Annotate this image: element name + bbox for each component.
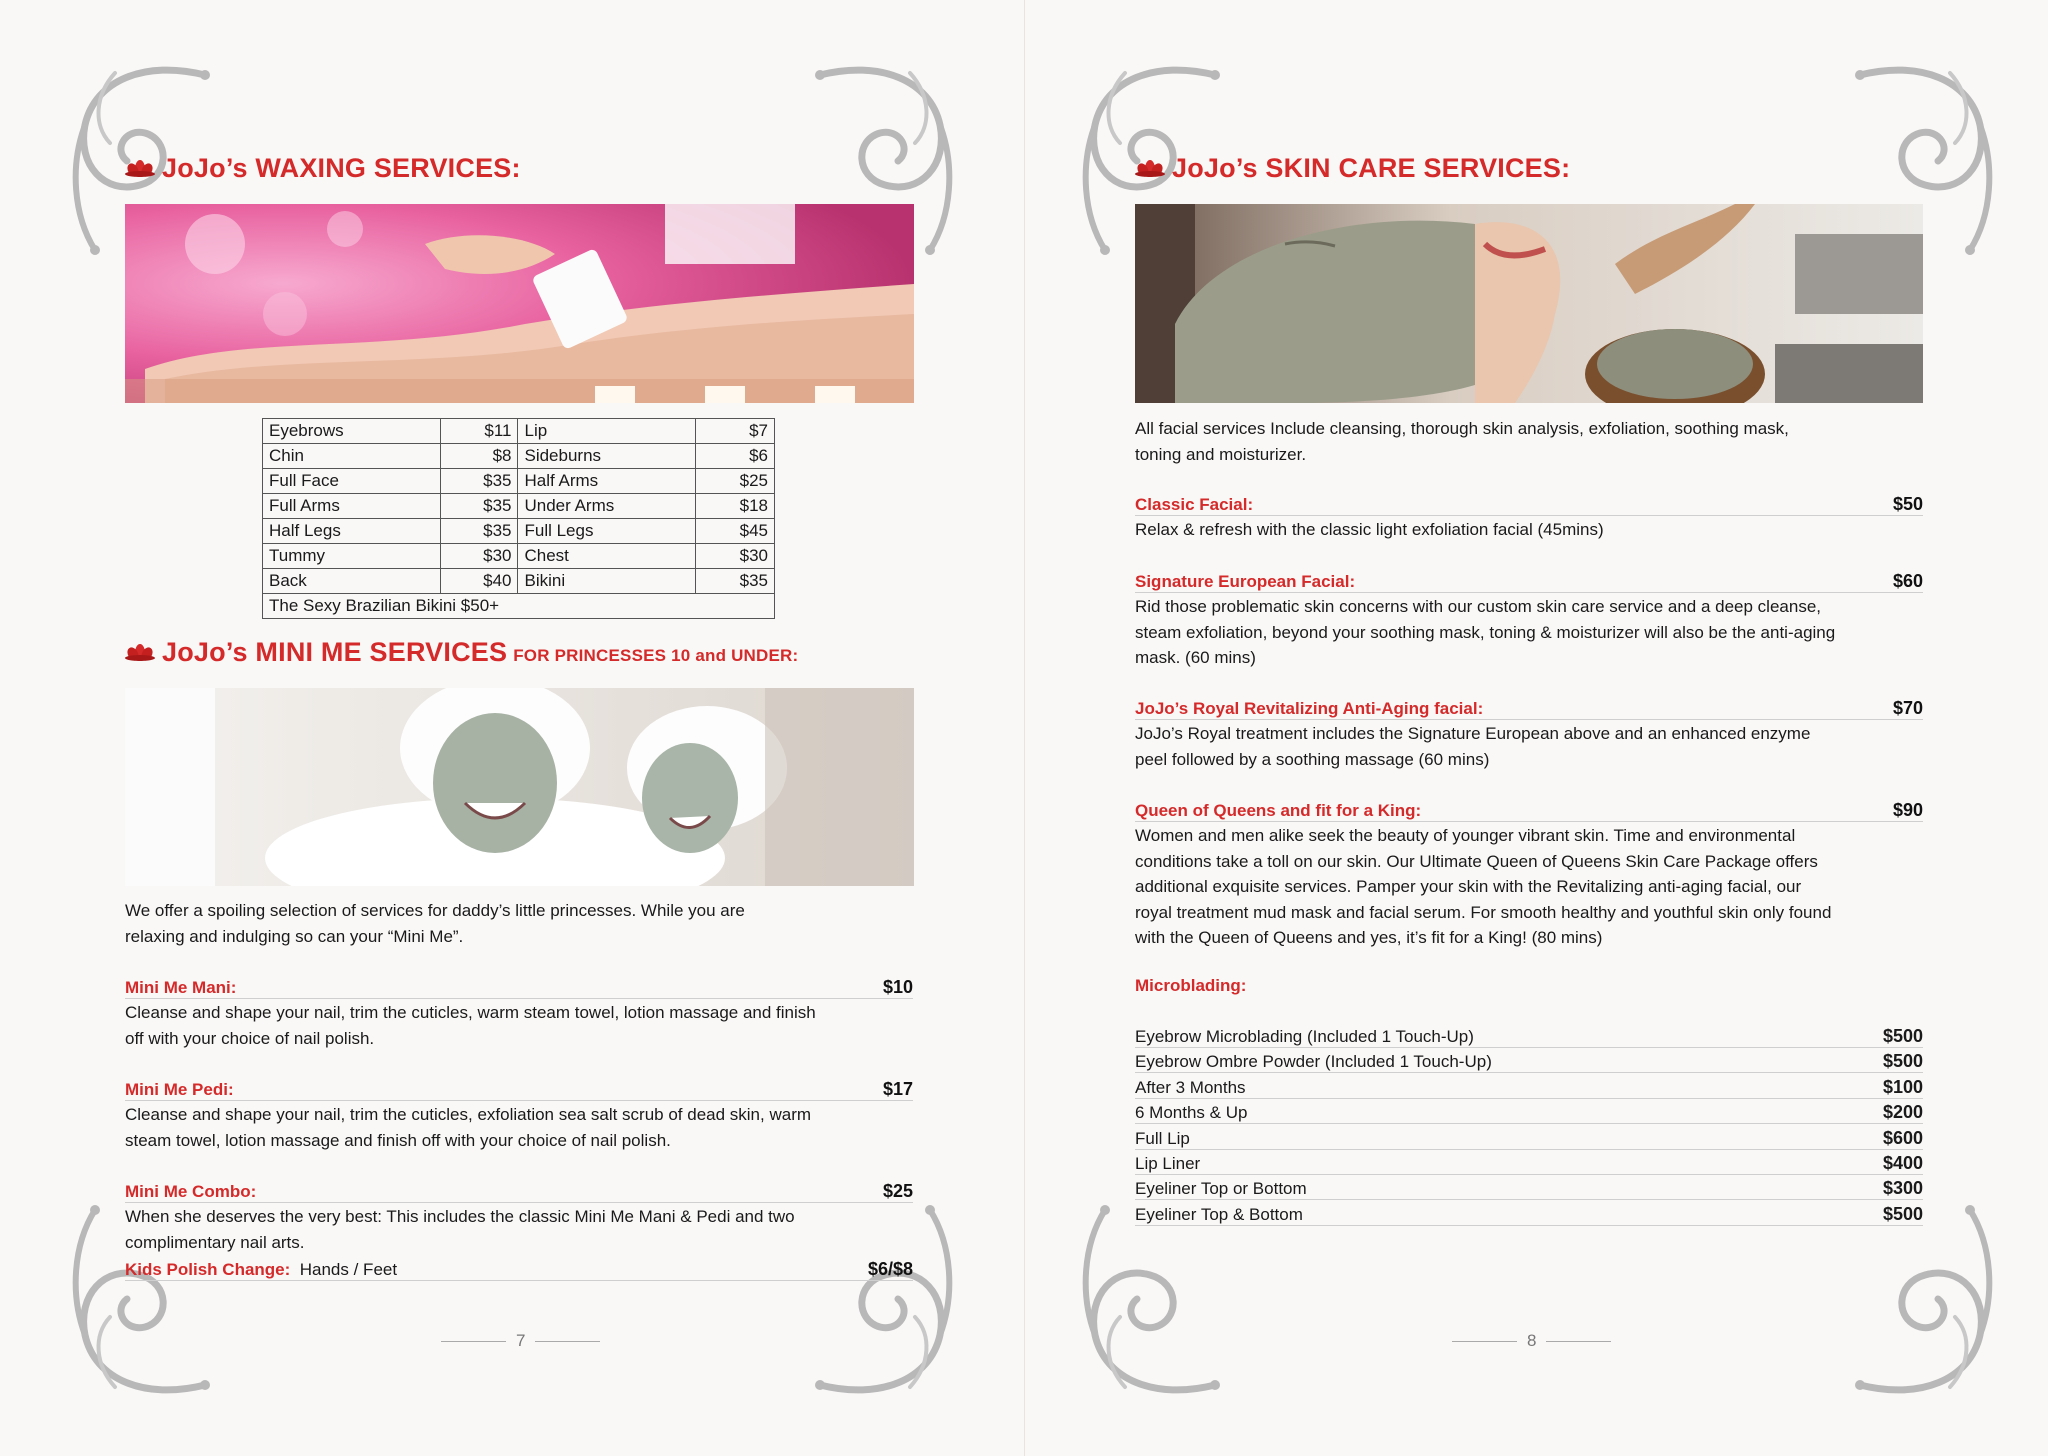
microblading-item-name: Eyebrow Microblading (Included 1 Touch-Up): [1135, 1027, 1474, 1046]
microblading-item-name: 6 Months & Up: [1135, 1103, 1248, 1123]
service-price: $10: [882, 977, 913, 997]
wax-price-cell: $11: [440, 419, 518, 444]
mini-me-pedi: [125, 1076, 913, 1153]
microblading-item: [1135, 1149, 1923, 1175]
wax-service-cell: Sideburns: [518, 444, 696, 469]
service-description: When she deserves the very best: This includes the classic Mini Me Mani & Pedi and two complimentary nail arts.: [125, 1207, 795, 1252]
service-name: Mini Me Combo:: [125, 1182, 257, 1201]
service-name: Queen of Queens and fit for a King:: [1135, 801, 1422, 820]
microblading-item: [1135, 1022, 1923, 1048]
kids-polish-detail: Hands / Feet: [299, 1260, 398, 1279]
microblading-title: Microblading:: [1135, 976, 1247, 995]
wax-row: [263, 469, 775, 494]
wax-service-cell: Full Legs: [518, 519, 696, 544]
wax-service-cell: Under Arms: [518, 494, 696, 519]
mini-me-title: JoJo’s MINI ME SERVICES: [162, 637, 508, 667]
microblading-item-name: After 3 Months: [1135, 1077, 1246, 1097]
wax-price-cell: $35: [440, 469, 518, 494]
service-description: JoJo’s Royal treatment includes the Signature European above and an enhanced enzyme peel followed by a soothing massage (60 mins): [1135, 724, 1811, 769]
queen-of-queens: [1135, 797, 1923, 951]
wax-service-cell: Full Arms: [263, 494, 441, 519]
wax-price-cell: $18: [696, 494, 775, 519]
wax-row: [263, 519, 775, 544]
skin-care-intro: All facial services Include cleansing, thorough skin analysis, exfoliation, soothing mask, toning and moisturizer.: [1135, 419, 1789, 464]
service-name: Signature European Facial:: [1135, 572, 1356, 591]
wax-price-cell: $35: [696, 569, 775, 594]
page-number-7: 7: [441, 1331, 600, 1351]
skin-care-title: JoJo’s SKIN CARE SERVICES:: [1172, 153, 1571, 183]
service-price: $50: [1892, 494, 1923, 514]
swirl-ornament-bottom-left: [1065, 1205, 1235, 1405]
wax-price-cell: $6: [696, 444, 775, 469]
wax-price-cell: $40: [440, 569, 518, 594]
wax-price-cell: $7: [696, 419, 775, 444]
wax-service-cell: Half Legs: [263, 519, 441, 544]
service-price: $60: [1892, 571, 1923, 591]
mini-me-subtitle: FOR PRINCESSES 10 and UNDER:: [513, 646, 799, 665]
service-price: $70: [1892, 698, 1923, 718]
microblading-item-name: Full Lip: [1135, 1128, 1190, 1148]
microblading-item-price: $200: [1882, 1102, 1923, 1123]
service-price: $90: [1892, 800, 1923, 820]
page-number-8: 8: [1452, 1331, 1611, 1351]
kids-polish-price: $6/$8: [867, 1259, 913, 1279]
microblading-item-price: $300: [1882, 1178, 1923, 1199]
wax-service-cell: Full Face: [263, 469, 441, 494]
wax-price-cell: $35: [440, 519, 518, 544]
wax-row: [263, 544, 775, 569]
lotus-icon: [124, 637, 156, 657]
wax-row: [263, 444, 775, 469]
wax-price-cell: $25: [696, 469, 775, 494]
microblading-item-name: Eyeliner Top & Bottom: [1135, 1204, 1303, 1224]
skin-care-photo: [1135, 204, 1923, 403]
microblading-item: [1135, 1174, 1923, 1200]
wax-price-cell: $30: [440, 544, 518, 569]
wax-price-cell: $8: [440, 444, 518, 469]
skin-care-heading: [1134, 153, 1570, 184]
microblading-item-price: $400: [1882, 1153, 1923, 1173]
waxing-title: JoJo’s WAXING SERVICES:: [162, 153, 521, 183]
service-name: Classic Facial:: [1135, 495, 1254, 514]
wax-row: [263, 494, 775, 519]
wax-service-cell: Back: [263, 569, 441, 594]
mini-me-intro: We offer a spoiling selection of services for daddy’s little princesses. While you are relaxing and indulging so can your “Mini Me”.: [125, 901, 745, 946]
service-name: Mini Me Mani:: [125, 978, 237, 997]
microblading-item-name: Eyebrow Ombre Powder (Included 1 Touch-Up): [1135, 1052, 1492, 1072]
wax-service-cell: Chin: [263, 444, 441, 469]
signature-european-facial: [1135, 568, 1923, 671]
swirl-ornament-bottom-right: [1840, 1205, 2010, 1405]
service-name: JoJo’s Royal Revitalizing Anti-Aging facial:: [1135, 699, 1484, 718]
mini-me-combo: [125, 1178, 913, 1255]
microblading-item-name: Eyeliner Top or Bottom: [1135, 1179, 1307, 1199]
wax-service-cell: Eyebrows: [263, 419, 441, 444]
classic-facial: [1135, 491, 1923, 543]
service-price: $25: [882, 1181, 913, 1201]
mini-me-photo: [125, 688, 914, 886]
lotus-icon: [124, 153, 156, 173]
service-description: Women and men alike seek the beauty of younger vibrant skin. Time and environmental conditions take a toll on our skin. Our Ultimate Queen of Queens Skin Care Package offers additional exquisite services. Pamper your skin with the Revitalizing anti-aging facial, our royal treatment mud mask and facial serum. For smooth healthy and youthful skin only found with the Queen of Queens and yes, it’s fit for a King! (80 mins): [1135, 826, 1832, 947]
wax-price-cell: $45: [696, 519, 775, 544]
mini-me-heading: [124, 637, 798, 668]
service-description: Relax & refresh with the classic light exfoliation facial (45mins): [1135, 520, 1604, 539]
waxing-photo: [125, 204, 914, 403]
microblading-item-price: $500: [1882, 1026, 1923, 1046]
service-description: Rid those problematic skin concerns with our custom skin care service and a deep cleanse, steam exfoliation, beyond your soothing mask, toning & moisturizer will also be the anti-aging mask. (60 mins): [1135, 597, 1836, 667]
wax-service-cell: Tummy: [263, 544, 441, 569]
brazilian-bikini-cell: The Sexy Brazilian Bikini $50+: [263, 594, 775, 619]
mini-me-mani: [125, 974, 913, 1051]
microblading-item: [1135, 1098, 1923, 1124]
microblading-item-price: $100: [1882, 1076, 1923, 1097]
service-price: $17: [882, 1079, 913, 1099]
microblading-item-price: $500: [1882, 1051, 1923, 1072]
microblading-item: [1135, 1073, 1923, 1099]
wax-service-cell: Half Arms: [518, 469, 696, 494]
royal-revitalizing-facial: [1135, 695, 1923, 772]
microblading-item: [1135, 1124, 1923, 1150]
service-description: Cleanse and shape your nail, trim the cuticles, exfoliation sea salt scrub of dead skin, warm steam towel, lotion massage and finish off with your choice of nail polish.: [125, 1105, 812, 1150]
wax-service-cell: Bikini: [518, 569, 696, 594]
kids-polish-change: [125, 1255, 913, 1281]
service-name: Mini Me Pedi:: [125, 1080, 234, 1099]
microblading-item-price: $600: [1882, 1127, 1923, 1148]
microblading-item-price: $500: [1882, 1203, 1923, 1224]
wax-row: [263, 419, 775, 444]
kids-polish-name: Kids Polish Change:: [125, 1260, 291, 1279]
wax-price-cell: $35: [440, 494, 518, 519]
service-description: Cleanse and shape your nail, trim the cuticles, warm steam towel, lotion massage and finish off with your choice of nail polish.: [125, 1003, 816, 1048]
wax-price-cell: $30: [696, 544, 775, 569]
microblading-item: [1135, 1200, 1923, 1226]
wax-service-cell: Chest: [518, 544, 696, 569]
wax-footer-row: [263, 594, 775, 619]
wax-row: [263, 569, 775, 594]
waxing-price-table: [262, 418, 775, 619]
microblading-item-name: Lip Liner: [1135, 1154, 1201, 1173]
wax-service-cell: Lip: [518, 419, 696, 444]
lotus-icon: [1134, 153, 1166, 173]
waxing-heading: [124, 153, 521, 184]
microblading-item: [1135, 1047, 1923, 1073]
